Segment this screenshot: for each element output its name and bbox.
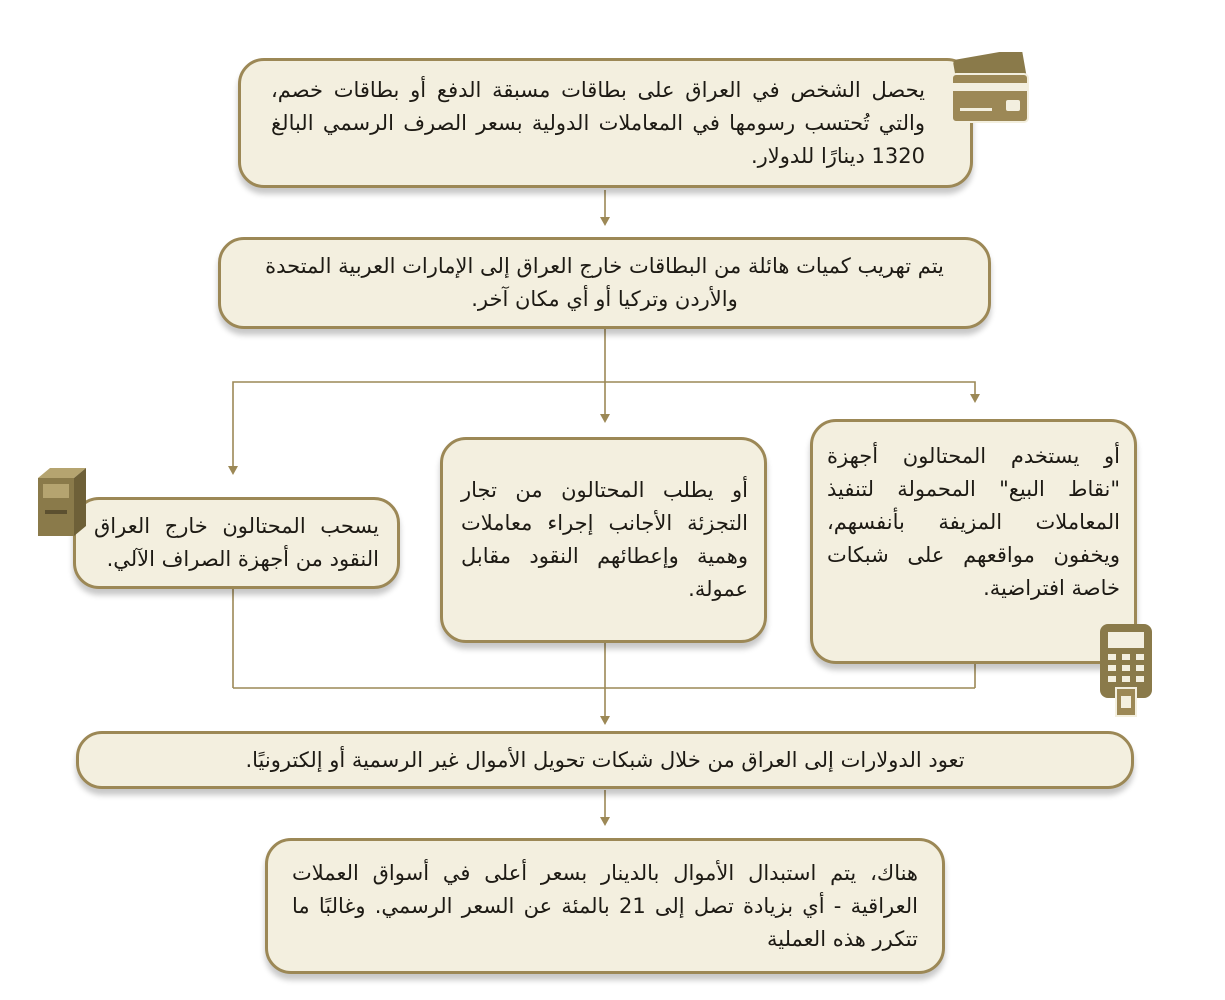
branch-retail-box <box>440 437 767 643</box>
step-1-text: يحصل الشخص في العراق على بطاقات مسبقة الدفع أو بطاقات خصم، والتي تُحتسب رسومها في المعاملات الدولية بسعر الصرف الرسمي البالغ 1320 دينارًا للدولار. <box>271 77 925 168</box>
step-2-box <box>218 237 991 329</box>
step-2-text: يتم تهريب كميات هائلة من البطاقات خارج العراق إلى الإمارات العربية المتحدة والأردن وتركيا أو أي مكان آخر. <box>265 254 944 311</box>
branch-atm-box <box>73 497 400 589</box>
branch-pos-box <box>810 419 1137 664</box>
step-5-box <box>265 838 945 974</box>
credit-cards-icon <box>950 52 1035 124</box>
branch-atm-text: يسحب المحتالون خارج العراق النقود من أجهزة الصراف الآلي. <box>94 514 379 571</box>
atm-machine-icon <box>34 464 94 538</box>
pos-terminal-icon <box>1096 622 1156 718</box>
branch-pos-text: أو يستخدم المحتالون أجهزة "نقاط البيع" المحمولة لتنفيذ المعاملات المزيفة بأنفسهم، ويخفون مواقعهم على شبكات خاصة افتراضية. <box>827 444 1120 600</box>
step-4-box <box>76 731 1134 789</box>
step-4-text: تعود الدولارات إلى العراق من خلال شبكات تحويل الأموال غير الرسمية أو إلكترونيًا. <box>245 747 965 772</box>
step-5-text: هناك، يتم استبدال الأموال بالدينار بسعر أعلى في أسواق العملات العراقية - أي بزيادة تصل إلى 21 بالمئة عن السعر الرسمي. وغالبًا ما تتكرر هذه العملية <box>292 860 919 951</box>
branch-retail-text: أو يطلب المحتالون من تجار التجزئة الأجانب إجراء معاملات وهمية وإعطائهم النقود مقابل عمولة. <box>461 478 748 601</box>
step-1-box <box>238 58 973 188</box>
